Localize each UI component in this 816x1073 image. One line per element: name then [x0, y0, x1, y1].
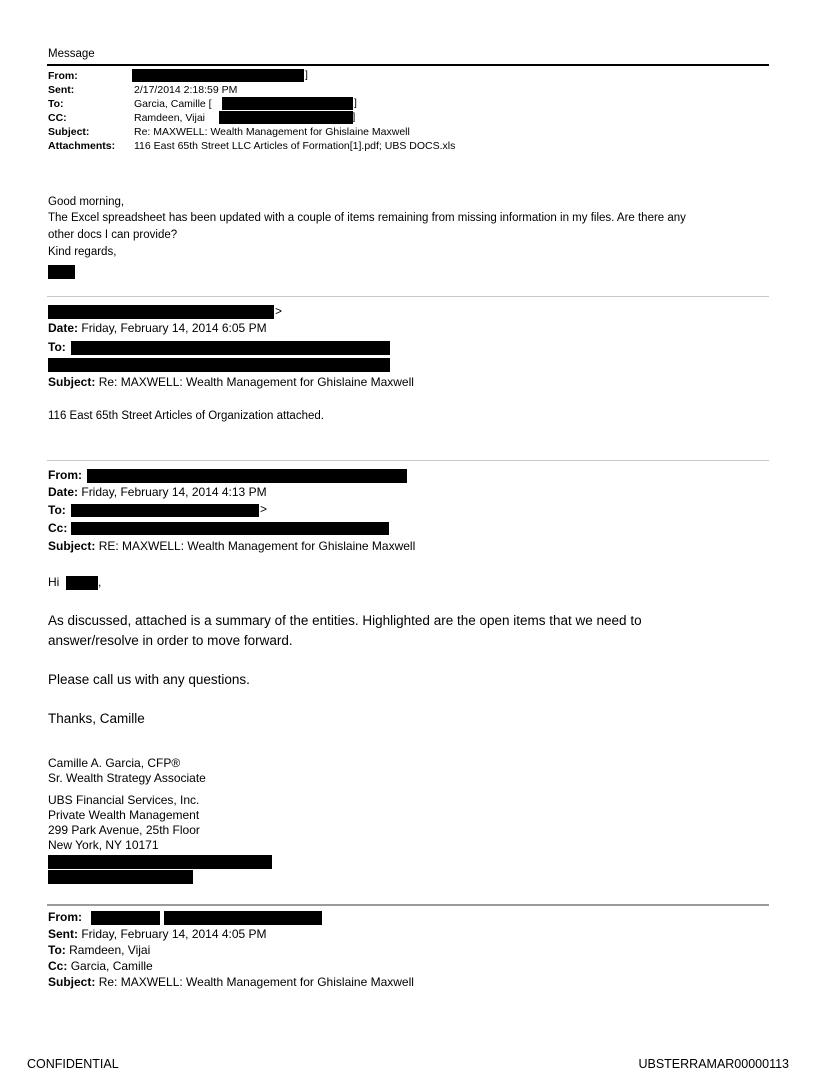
divider — [47, 904, 769, 906]
to-label: To: — [48, 943, 66, 957]
header-rule — [47, 64, 769, 66]
subject-value: Re: MAXWELL: Wealth Management for Ghislaine Maxwell — [98, 375, 414, 389]
cc-value: Ramdeen, Vijai — [134, 112, 206, 124]
section-label: Message — [48, 48, 95, 60]
body-line: The Excel spreadsheet has been updated with a couple of items remaining from missing information in my files. Are there any — [48, 212, 686, 224]
subject-value: RE: MAXWELL: Wealth Management for Ghislaine Maxwell — [98, 539, 416, 553]
date-line — [48, 485, 267, 499]
date-label: Date: — [48, 485, 79, 499]
redaction-block — [91, 911, 160, 925]
cc-label: CC: — [48, 112, 67, 124]
subject-label: Subject: — [48, 539, 96, 553]
redaction-block — [66, 576, 98, 590]
signature-company: UBS Financial Services, Inc. — [48, 793, 200, 807]
subject-label: Subject: — [48, 975, 96, 989]
bracket-close: ] — [354, 97, 357, 109]
redaction-block — [219, 111, 356, 124]
redaction-block — [48, 265, 75, 279]
body-line: Please call us with any questions. — [48, 672, 250, 687]
subject-label: Subject: — [48, 375, 96, 389]
signature-title: Sr. Wealth Strategy Associate — [48, 771, 206, 785]
cc-value: Garcia, Camille — [70, 959, 153, 973]
redaction-block — [48, 305, 274, 319]
date-line — [48, 321, 267, 335]
sent-value: Friday, February 14, 2014 4:05 PM — [81, 927, 267, 941]
body-line: As discussed, attached is a summary of the entities. Highlighted are the open items that we need to — [48, 613, 642, 628]
sent-line — [48, 927, 267, 941]
signoff: Thanks, Camille — [48, 711, 145, 726]
cc-line — [48, 521, 67, 535]
bracket-close: j] — [350, 111, 356, 123]
body-line: answer/resolve in order to move forward. — [48, 633, 293, 648]
redaction-block — [48, 358, 390, 372]
cc-label: Cc: — [48, 959, 68, 973]
body-line: other docs I can provide? — [48, 229, 178, 241]
greeting: Good morning, — [48, 196, 125, 208]
footer-bates-number: UBSTERRAMAR00000113 — [638, 1057, 789, 1071]
closing: Kind regards, — [48, 246, 117, 258]
redaction-block — [164, 911, 322, 925]
redaction-block — [71, 341, 390, 355]
from-label: From: — [48, 468, 82, 482]
redaction-block — [48, 855, 272, 869]
date-value: Friday, February 14, 2014 4:13 PM — [81, 485, 267, 499]
divider — [47, 460, 769, 461]
signature-name: Camille A. Garcia, CFP® — [48, 756, 181, 770]
sent-value: 2/17/2014 2:18:59 PM — [134, 84, 238, 96]
cc-label: Cc: — [48, 521, 68, 535]
greeting-suffix: , — [98, 575, 102, 589]
signature-address: New York, NY 10171 — [48, 838, 159, 852]
subject-value: Re: MAXWELL: Wealth Management for Ghislaine Maxwell — [98, 975, 414, 989]
signature-division: Private Wealth Management — [48, 808, 200, 822]
redaction-block — [71, 504, 259, 517]
to-line — [48, 340, 66, 354]
redaction-block — [87, 469, 407, 483]
cc-line — [48, 959, 153, 973]
attachments-value[interactable]: 116 East 65th Street LLC Articles of Formation[1].pdf; UBS DOCS.xls — [134, 140, 456, 152]
to-suffix: > — [260, 502, 268, 516]
signature-address: 299 Park Avenue, 25th Floor — [48, 823, 200, 837]
redaction-block — [222, 97, 353, 110]
from-suffix: > — [275, 304, 283, 318]
subject-line — [48, 375, 414, 389]
from-line — [48, 910, 82, 924]
subject-value: Re: MAXWELL: Wealth Management for Ghislaine Maxwell — [134, 126, 410, 138]
to-value: Garcia, Camille [ — [134, 98, 212, 110]
redaction-block — [132, 69, 304, 82]
to-line — [48, 503, 66, 517]
sent-label: Sent: — [48, 927, 78, 941]
subject-line — [48, 975, 414, 989]
from-line — [48, 468, 82, 482]
from-label: From: — [48, 910, 82, 924]
to-line — [48, 943, 150, 957]
email-body: 116 East 65th Street Articles of Organization attached. — [48, 410, 324, 422]
redaction-block — [48, 870, 193, 884]
attachments-label: Attachments: — [48, 140, 116, 152]
divider — [47, 296, 769, 297]
subject-label: Subject: — [48, 126, 90, 138]
to-label: To: — [48, 98, 64, 110]
date-value: Friday, February 14, 2014 6:05 PM — [81, 321, 267, 335]
redaction-block — [71, 522, 389, 535]
bracket-close: ] — [305, 69, 308, 81]
footer-confidential: CONFIDENTIAL — [27, 1057, 119, 1071]
to-label: To: — [48, 503, 66, 517]
from-label: From: — [48, 70, 78, 82]
to-label: To: — [48, 340, 66, 354]
sent-label: Sent: — [48, 84, 75, 96]
subject-line — [48, 539, 415, 553]
to-value: Ramdeen, Vijai — [69, 943, 151, 957]
greeting-prefix: Hi — [48, 575, 60, 589]
date-label: Date: — [48, 321, 79, 335]
